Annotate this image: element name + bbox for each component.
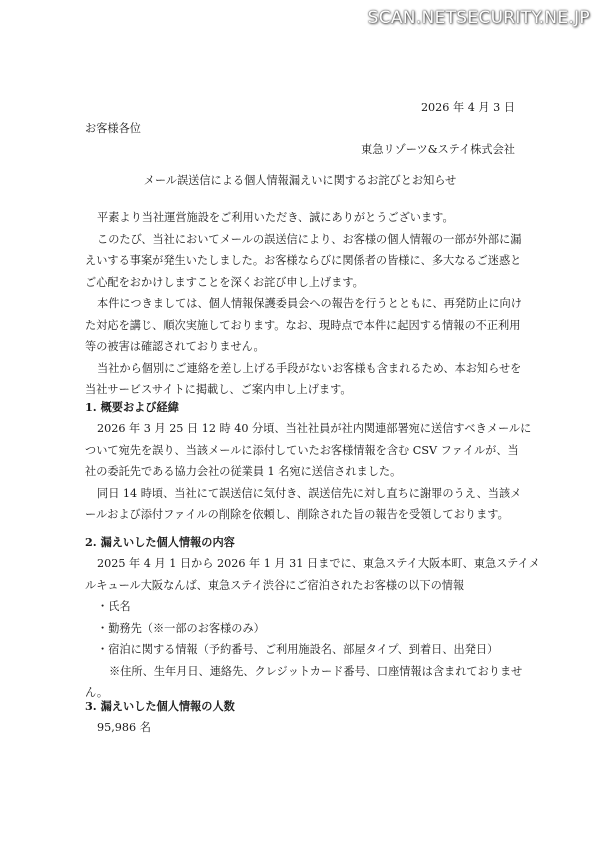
section-heading: 2. 漏えいした個人情報の内容	[85, 535, 235, 549]
section-heading: 1. 概要および経緯	[85, 400, 179, 414]
section-line: ールおよび添付ファイルの削除を依頼し、削除された旨の報告を受領しております。	[85, 508, 509, 521]
intro-line: 本件につきましては、個人情報保護委員会への報告を行うとともに、再発防止に向け	[97, 297, 522, 310]
intro-line: 当社から個別にご連絡を差し上げる手段がないお客様も含まれるため、本お知らせを	[97, 362, 522, 375]
sender-company: 東急リゾーツ&ステイ株式会社	[361, 143, 515, 156]
intro-line: 等の被害は確認されておりません。	[85, 340, 265, 353]
section-line: ついて宛先を誤り、当該メールに添付していたお客様情報を含む CSV ファイルが、当	[85, 444, 519, 457]
intro-line: このたび、当社においてメールの誤送信により、お客様の個人情報の一部が外部に漏	[97, 233, 522, 246]
list-item: ・勤務先（※一部のお客様のみ）	[97, 622, 265, 635]
watermark: SCAN.NETSECURITY.NE.JP	[367, 8, 590, 28]
leak-count-value: 95,986 名	[97, 721, 151, 734]
section-line: 同日 14 時頃、当社にて誤送信に気付き、誤送信先に対し直ちに謝罪のうえ、当該メ	[97, 487, 522, 500]
intro-line: 平素より当社運営施設をご利用いただき、誠にありがとうございます。	[97, 211, 454, 224]
intro-line: た対応を講じ、順次実施しております。なお、現時点で本件に起因する情報の不正利用	[85, 319, 521, 332]
note-line: ん。	[85, 686, 109, 699]
intro-line: えいする事案が発生いたしました。お客様ならびに関係者の皆様に、多大なるご迷惑と	[85, 254, 522, 267]
note-line: ※住所、生年月日、連絡先、クレジットカード番号、口座情報は含まれておりませ	[109, 665, 523, 678]
list-item: ・宿泊に関する情報（予約番号、ご利用施設名、部屋タイプ、到着日、出発日）	[97, 643, 499, 656]
section-line: 社の委託先である協力会社の従業員 1 名宛に送信されました。	[85, 465, 402, 478]
section-heading: 3. 漏えいした個人情報の人数	[85, 699, 235, 713]
list-item: ・氏名	[97, 600, 131, 613]
section-line: 2026 年 3 月 25 日 12 時 40 分頃、当社社員が社内関連部署宛に送信すべきメールに	[97, 422, 532, 435]
section-line: 2025 年 4 月 1 日から 2026 年 1 月 31 日までに、東急ステイ大阪本町、東急ステイメ	[97, 557, 540, 570]
document-title: メール誤送信による個人情報漏えいに関するお詫びとお知らせ	[143, 174, 457, 187]
section-line: ルキュール大阪なんば、東急ステイ渋谷にご宿泊されたお客様の以下の情報	[85, 579, 465, 592]
intro-line: ご心配をおかけしますことを深くお詫び申し上げます。	[85, 276, 364, 289]
intro-line: 当社サービスサイトに掲載し、ご案内申し上げます。	[85, 383, 352, 396]
addressee: お客様各位	[85, 122, 141, 135]
document-date: 2026 年 4 月 3 日	[420, 101, 515, 114]
